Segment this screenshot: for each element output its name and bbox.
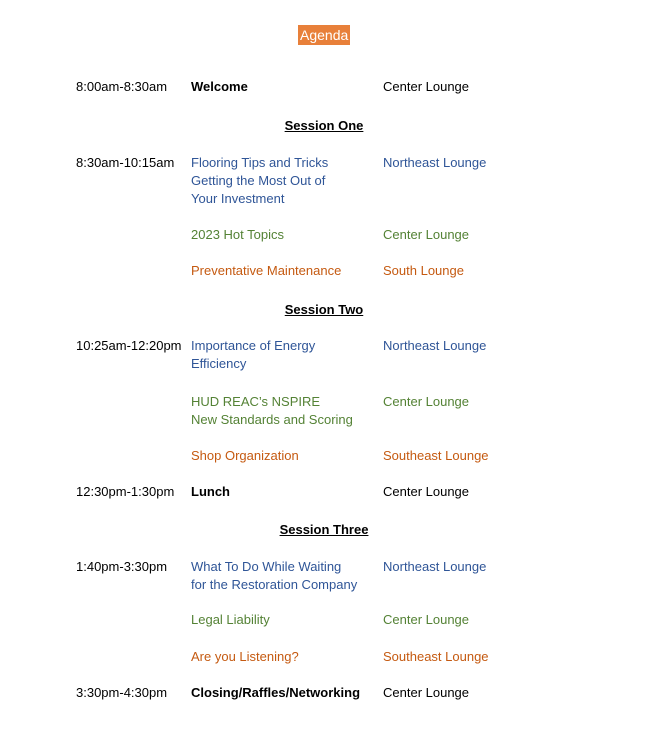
agenda-row-session-two-1 — [0, 337, 648, 355]
topic-label: HUD REAC’s NSPIRE — [191, 394, 321, 409]
location-label: Center Lounge — [383, 394, 470, 409]
time-label: 8:30am-10:15am — [76, 155, 175, 170]
agenda-row-lunch — [0, 483, 648, 501]
location-label: Center Lounge — [383, 685, 470, 700]
time-label: 8:00am-8:30am — [76, 79, 168, 94]
agenda-row-continuation — [0, 355, 648, 373]
topic-label: Shop Organization — [191, 448, 299, 463]
topic-label: Legal Liability — [191, 612, 270, 627]
topic-label: Are you Listening? — [191, 649, 299, 664]
topic-label: Welcome — [191, 79, 248, 94]
time-label: 3:30pm-4:30pm — [76, 685, 168, 700]
topic-label-line: Efficiency — [191, 356, 247, 371]
time-label: 12:30pm-1:30pm — [76, 484, 175, 499]
topic-label-line: Your Investment — [191, 191, 285, 206]
agenda-row-welcome — [0, 78, 648, 96]
agenda-row-session-one-3 — [0, 262, 648, 280]
topic-label-line: Getting the Most Out of — [191, 173, 326, 188]
agenda-row-continuation — [0, 190, 648, 208]
topic-label: 2023 Hot Topics — [191, 227, 284, 242]
location-label: Center Lounge — [383, 612, 470, 627]
session-two-heading: Session Two — [284, 302, 364, 317]
agenda-title: Agenda — [300, 27, 349, 43]
location-label: Center Lounge — [383, 227, 470, 242]
topic-label: Lunch — [191, 484, 230, 499]
agenda-row-continuation — [0, 411, 648, 429]
agenda-row-session-three-2 — [0, 611, 648, 629]
location-label: Northeast Lounge — [383, 559, 487, 574]
location-label: Center Lounge — [383, 79, 470, 94]
time-label: 10:25am-12:20pm — [76, 338, 182, 353]
location-label: Southeast Lounge — [383, 649, 489, 664]
topic-label: Flooring Tips and Tricks — [191, 155, 329, 170]
topic-label: What To Do While Waiting — [191, 559, 342, 574]
location-label: Center Lounge — [383, 484, 470, 499]
session-three-heading: Session Three — [279, 522, 369, 537]
agenda-row-session-three-3 — [0, 648, 648, 666]
topic-label: Closing/Raffles/Networking — [191, 685, 361, 700]
agenda-row-session-two-3 — [0, 447, 648, 465]
topic-label: Importance of Energy — [191, 338, 316, 353]
agenda-row-continuation — [0, 576, 648, 594]
agenda-row-session-one-1 — [0, 154, 648, 172]
location-label: Northeast Lounge — [383, 155, 487, 170]
time-label: 1:40pm-3:30pm — [76, 559, 168, 574]
session-one-heading: Session One — [284, 118, 364, 133]
topic-label-line: New Standards and Scoring — [191, 412, 353, 427]
location-label: Northeast Lounge — [383, 338, 487, 353]
agenda-row-session-two-2 — [0, 393, 648, 411]
agenda-row-session-one-2 — [0, 226, 648, 244]
agenda-row-closing — [0, 684, 648, 702]
location-label: South Lounge — [383, 263, 464, 278]
location-label: Southeast Lounge — [383, 448, 489, 463]
agenda-row-session-three-1 — [0, 558, 648, 576]
topic-label-line: for the Restoration Company — [191, 577, 358, 592]
topic-label: Preventative Maintenance — [191, 263, 342, 278]
agenda-row-continuation — [0, 172, 648, 190]
